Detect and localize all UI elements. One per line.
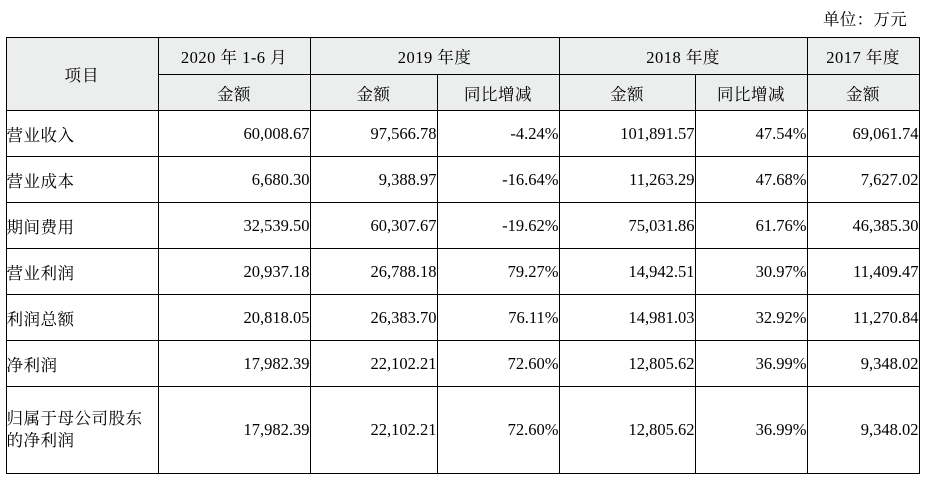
- row-value: 22,102.21: [310, 387, 437, 474]
- row-value: 72.60%: [437, 387, 559, 474]
- row-value: 14,981.03: [559, 295, 695, 341]
- row-value: 72.60%: [437, 341, 559, 387]
- row-value: 47.68%: [695, 157, 807, 203]
- column-subheader-0: 金额: [158, 75, 310, 111]
- row-value: 46,385.30: [807, 203, 919, 249]
- row-value: 11,270.84: [807, 295, 919, 341]
- column-header-period-1: 2019 年度: [310, 38, 559, 75]
- row-value: -4.24%: [437, 111, 559, 157]
- table-row: [6, 295, 919, 341]
- row-label: 营业利润: [6, 249, 158, 295]
- row-value: 61.76%: [695, 203, 807, 249]
- row-value: 36.99%: [695, 387, 807, 474]
- row-label: 期间费用: [6, 203, 158, 249]
- table-row: [6, 111, 919, 157]
- row-value: 22,102.21: [310, 341, 437, 387]
- table-header-row-periods: [6, 38, 919, 75]
- column-header-item: 项目: [6, 38, 158, 111]
- table-row: [6, 249, 919, 295]
- row-value: 17,982.39: [158, 341, 310, 387]
- row-value: 20,937.18: [158, 249, 310, 295]
- row-value: 26,788.18: [310, 249, 437, 295]
- column-subheader-5: 金额: [807, 75, 919, 111]
- row-value: 101,891.57: [559, 111, 695, 157]
- row-value: 32,539.50: [158, 203, 310, 249]
- row-label: 净利润: [6, 341, 158, 387]
- row-label: 营业收入: [6, 111, 158, 157]
- column-header-period-2: 2018 年度: [559, 38, 807, 75]
- row-value: 9,348.02: [807, 341, 919, 387]
- row-value: 9,388.97: [310, 157, 437, 203]
- row-value: -19.62%: [437, 203, 559, 249]
- row-value: 47.54%: [695, 111, 807, 157]
- row-label: 营业成本: [6, 157, 158, 203]
- row-value: 17,982.39: [158, 387, 310, 474]
- row-label: 归属于母公司股东的净利润: [6, 387, 158, 474]
- row-value: 26,383.70: [310, 295, 437, 341]
- row-value: 11,409.47: [807, 249, 919, 295]
- row-value: 36.99%: [695, 341, 807, 387]
- row-value: 79.27%: [437, 249, 559, 295]
- financial-summary-table: [6, 37, 920, 474]
- column-subheader-3: 金额: [559, 75, 695, 111]
- row-label: 利润总额: [6, 295, 158, 341]
- row-value: 97,566.78: [310, 111, 437, 157]
- row-value: -16.64%: [437, 157, 559, 203]
- column-subheader-1: 金额: [310, 75, 437, 111]
- row-value: 12,805.62: [559, 341, 695, 387]
- row-value: 76.11%: [437, 295, 559, 341]
- column-header-period-3: 2017 年度: [807, 38, 919, 75]
- row-value: 14,942.51: [559, 249, 695, 295]
- table-row: [6, 341, 919, 387]
- row-value: 60,008.67: [158, 111, 310, 157]
- row-value: 20,818.05: [158, 295, 310, 341]
- column-subheader-4: 同比增减: [695, 75, 807, 111]
- row-value: 69,061.74: [807, 111, 919, 157]
- row-value: 75,031.86: [559, 203, 695, 249]
- row-value: 12,805.62: [559, 387, 695, 474]
- table-row: [6, 203, 919, 249]
- column-header-period-0: 2020 年 1-6 月: [158, 38, 310, 75]
- row-value: 11,263.29: [559, 157, 695, 203]
- row-value: 32.92%: [695, 295, 807, 341]
- row-value: 9,348.02: [807, 387, 919, 474]
- row-value: 30.97%: [695, 249, 807, 295]
- row-value: 7,627.02: [807, 157, 919, 203]
- table-row: [6, 387, 919, 474]
- row-value: 60,307.67: [310, 203, 437, 249]
- row-value: 6,680.30: [158, 157, 310, 203]
- column-subheader-2: 同比增减: [437, 75, 559, 111]
- unit-note: 单位：万元: [823, 10, 907, 29]
- table-row: [6, 157, 919, 203]
